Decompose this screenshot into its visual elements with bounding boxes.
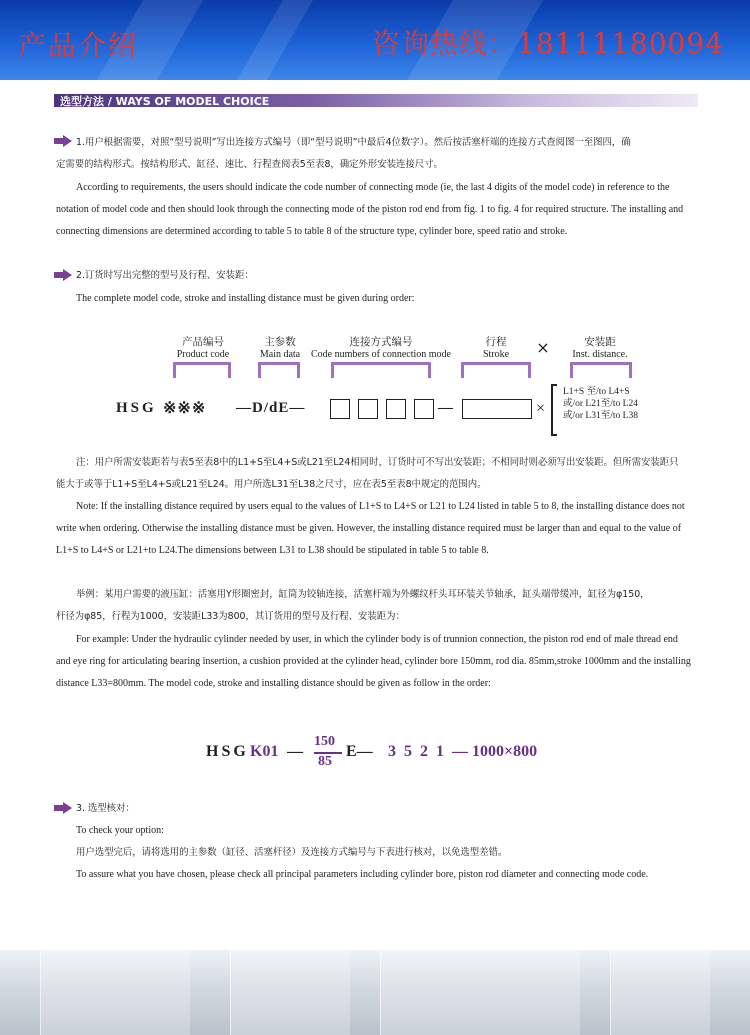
note-en-line3: L1+S to L4+S or L21+to L24.The dimensions between L31 to L38 should be stipulated in table 5 to table 8. (56, 545, 489, 556)
footer-rib (230, 950, 350, 1035)
code-dash: — (438, 400, 453, 416)
header-banner (0, 0, 750, 80)
step3-en2: To assure what you have chosen, please check all principal parameters including cylinder bore, piston rod diameter and connecting mode code. (76, 869, 649, 880)
code-prefix: HSG (116, 400, 157, 416)
example-en-line2: and eye ring for articulating bearing insertion, a cushion provided at the cylinder head, cylinder bore 150mm, rod dia. 85mm,stroke 1000mm and the installing (56, 656, 691, 667)
note-cn-line2: 能大于或等于L1+S至L4+S或L21至L24。用户所选L31至L38之尺寸，应在表5至表8中规定的范围内。 (56, 479, 487, 490)
step3-en1: To check your option: (76, 825, 164, 836)
footer-rib (40, 950, 190, 1035)
conn-box-1 (330, 399, 350, 419)
bracket-connection (331, 362, 431, 378)
step2-cn: 2.订货时写出完整的型号及行程、安装距： (76, 270, 254, 281)
arrow-right-icon (54, 802, 72, 814)
step1-cn-line2: 定需要的结构形式。按结构形式、缸径、速比、行程查阅表5至表8，确定外形安装连接尺寸。 (56, 159, 443, 170)
label-times: × (536, 338, 550, 357)
arrow-right-icon (54, 269, 72, 281)
banner-title: 产品介绍 (18, 29, 139, 62)
footer-rib (380, 950, 580, 1035)
code-main: —D/dE— (236, 400, 306, 416)
example-en-line1: For example: Under the hydraulic cylinder needed by user, in which the cylinder body is of trunnion connection, the piston rod end of male thread end (76, 634, 678, 645)
bracket-product (173, 362, 231, 378)
note-cn-line1: 注：用户所需安装距若与表5至表8中的L1+S至L4+S或L21至L24相同时，订货时可不写出安装距；不相同时则必须写出安装距。但所需安装距只 (76, 457, 679, 468)
bracket-main (258, 362, 300, 378)
footer-decoration (0, 950, 750, 1035)
step1-en-line3: connecting dimensions are determined according to table 5 to table 8 of the structure type, cylinder bore, speed ratio and stroke. (56, 226, 568, 237)
example-code-stroke-dist: — 1000×800 (452, 743, 538, 760)
label-connection-code: 连接方式编号 Code numbers of connection mode (311, 336, 451, 360)
example-code-hsg: HSG (206, 743, 249, 760)
example-code-e: E— (346, 743, 373, 760)
step1-cn-line1: 1.用户根据需要，对照“型号说明”写出连接方式编号（即“型号说明”中最后4位数字）。然后按活塞杆端的连接方式查阅图一至图四，确 (76, 137, 631, 148)
stroke-box (462, 399, 532, 419)
banner-streak (231, 0, 319, 80)
note-en-line1: Note: If the installing distance required by users equal to the values of L1+S to L4+S or L21 to L24 listed in table 5 to 8, the installing distance does not (76, 501, 685, 512)
example-cn-line2: 杆径为φ85，行程为1000，安装距L33为800，其订货用的型号及行程、安装距为： (56, 611, 405, 622)
label-product-code: 产品编号 Product code (176, 336, 230, 360)
conn-box-4 (414, 399, 434, 419)
conn-box-2 (358, 399, 378, 419)
arrow-right-icon (54, 135, 72, 147)
inst-options: L1+S 至/to L4+S 或/or L21至/to L24 或/or L31至/to L38 (563, 387, 638, 421)
example-code-dash: — (287, 743, 303, 760)
example-en-line3: distance L33=800mm. The model code, stroke and installing distance should be given as follow in the order: (56, 678, 491, 689)
example-code-bore: 150 (314, 734, 335, 749)
label-main-data: 主参数 Main data (259, 336, 301, 360)
bracket-stroke (461, 362, 531, 378)
step3-cn: 用户选型完后，请将选用的主参数（缸径、活塞杆径）及连接方式编号与下表进行核对，以免选型差错。 (76, 847, 508, 858)
step1-en-line2: notation of model code and then should look through the connecting mode of the piston rod end from fig. 1 to fig. 4 for required structure. The installing and (56, 204, 684, 215)
banner-phone: 咨询热线：18111180094 (372, 27, 724, 60)
example-cn-line1: 举例：某用户需要的液压缸：活塞用Y形圈密封，缸筒为铰轴连接，活塞杆端为外螺纹杆头耳环装关节轴承，缸头端带缓冲，缸径为φ150， (76, 589, 650, 600)
step2-en: The complete model code, stroke and installing distance must be given during order: (76, 293, 415, 304)
section-title: 选型方法 / WAYS OF MODEL CHOICE (60, 95, 270, 108)
step3-title: 3. 选型核对： (76, 803, 135, 814)
bracket-icon (550, 384, 558, 436)
example-code-k01: K01 (250, 743, 279, 760)
label-stroke: 行程 Stroke (482, 336, 510, 360)
conn-box-3 (386, 399, 406, 419)
note-en-line2: write when ordering. Otherwise the installing distance must be given. However, the installing distance required must be larger than and equal to the value of (56, 523, 682, 534)
step1-en-line1: According to requirements, the users should indicate the code number of connecting mode (ie, the last 4 digits of the model code) in reference to the (76, 182, 670, 193)
example-code-rod: 85 (318, 754, 332, 769)
bracket-inst (570, 362, 632, 378)
code-marks: ※※※ (163, 400, 207, 417)
code-times: × (536, 400, 546, 417)
example-code-connection: 3 5 2 1 (388, 743, 446, 760)
label-inst-distance: 安装距 Inst. distance. (572, 336, 628, 360)
footer-rib (610, 950, 710, 1035)
section-header (54, 94, 698, 107)
